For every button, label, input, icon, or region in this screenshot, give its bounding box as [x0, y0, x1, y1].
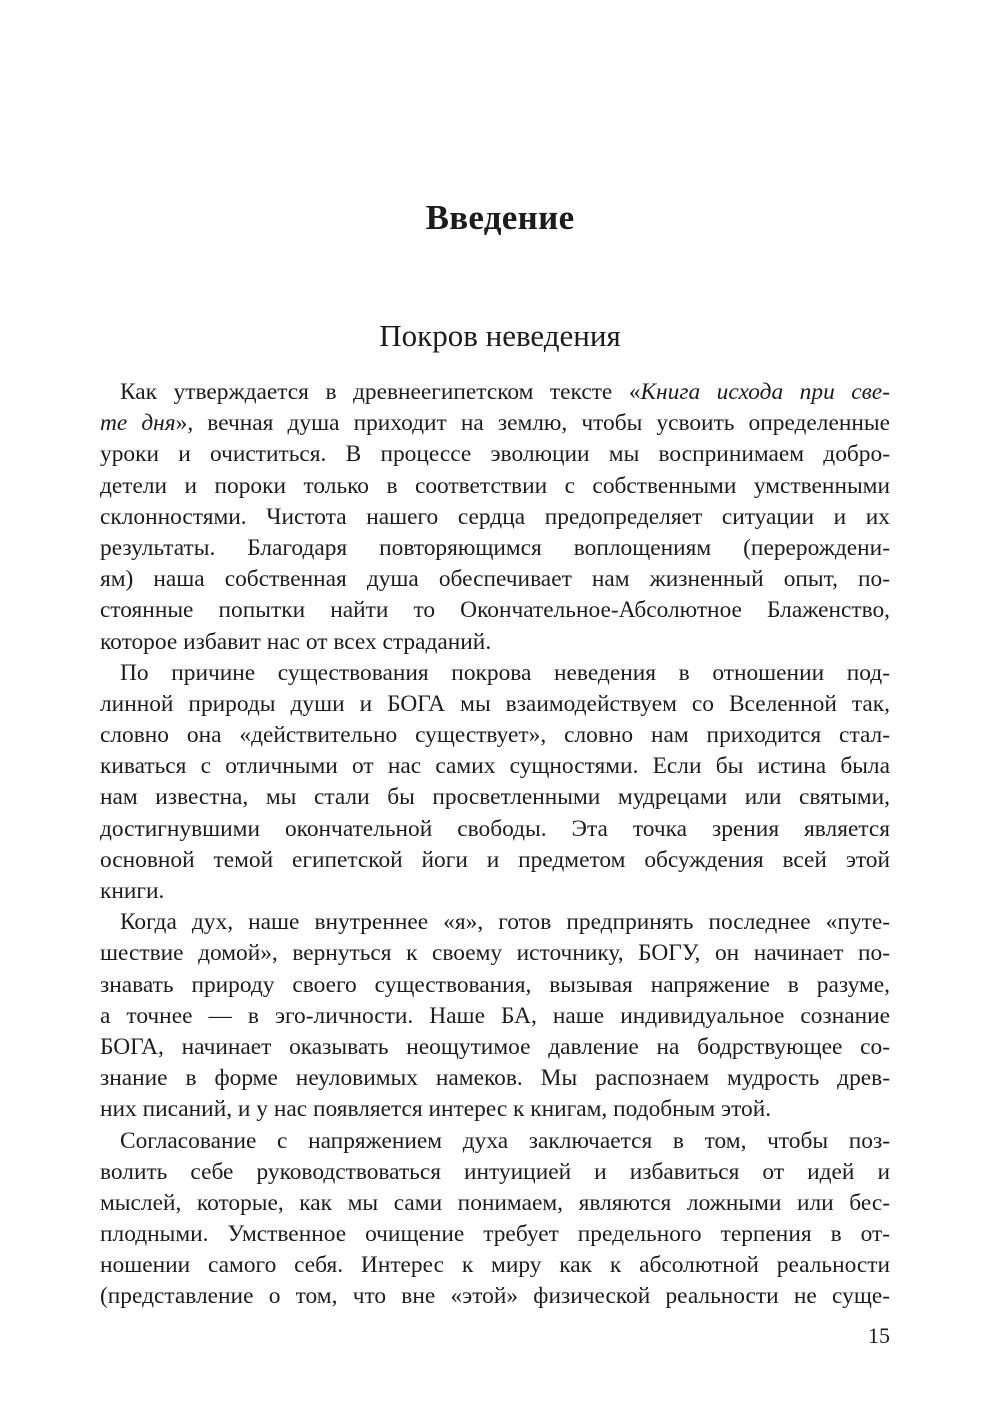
text-line: знавать природу своего существования, вызывая напряжение в разуме, [100, 971, 890, 998]
page-number: 15 [868, 1323, 890, 1348]
text-line: достигнувшими окончательной свободы. Эта точка зрения является [100, 815, 890, 842]
text-line: те дня», вечная душа приходит на землю, чтобы усвоить определенные [100, 410, 890, 437]
body-text [100, 377, 890, 1313]
text-line: ношении самого себя. Интерес к миру как к абсолютной реальности [100, 1252, 890, 1279]
text-line: которое избавит нас от всех страданий. [100, 628, 492, 655]
chapter-title: Введение [425, 198, 575, 237]
text-line: склонностями. Чистота нашего сердца предопределяет ситуации и их [100, 503, 890, 530]
text-line: Когда дух, наше внутреннее «я», готов предпринять последнее «путе- [120, 909, 890, 936]
text-line: линной природы души и БОГА мы взаимодействуем со Вселенной так, [100, 690, 890, 717]
paragraph-4 [100, 1126, 890, 1313]
text-line: основной темой египетской йоги и предметом обсуждения всей этой [100, 846, 890, 873]
text-line: словно она «действительно существует», словно нам приходится стал- [100, 722, 890, 749]
text-line: волить себе руководствоваться интуицией и избавиться от идей и [100, 1158, 890, 1185]
paragraph-1 [100, 377, 890, 658]
text-line: уроки и очиститься. В процессе эволюции мы воспринимаем добро- [100, 441, 890, 468]
text-line: знание в форме неуловимых намеков. Мы распознаем мудрость древ- [100, 1065, 890, 1092]
text-line: По причине существования покрова неведения в отношении под- [120, 659, 890, 686]
paragraph-3 [100, 907, 890, 1125]
paragraph-2 [100, 658, 890, 908]
text-line: стоянные попытки найти то Окончательное-Абсолютное Блаженство, [100, 597, 890, 624]
text-line: шествие домой», вернуться к своему источнику, БОГУ, он начинает по- [100, 940, 890, 967]
text-line: результаты. Благодаря повторяющимся воплощениям (перерождени- [100, 534, 890, 561]
text-line: нам известна, мы стали бы просветленными мудрецами или святыми, [100, 784, 890, 811]
text-line: ям) наша собственная душа обеспечивает нам жизненный опыт, по- [100, 566, 890, 593]
text-line: Как утверждается в древнеегипетском тексте «Книга исхода при све- [120, 379, 890, 405]
text-line: мыслей, которые, как мы сами понимаем, являются ложными или бес- [100, 1189, 890, 1216]
text-line: а точнее — в эго-личности. Наше БА, наше индивидуальное сознание [100, 1002, 890, 1029]
text-line: Согласование с напряжением духа заключается в том, чтобы поз- [120, 1127, 890, 1154]
text-line: книги. [100, 878, 165, 904]
text-line: них писаний, и у нас появляется интерес к книгам, подобным этой. [100, 1096, 772, 1123]
text-line: (представление о том, что вне «этой» физической реальности не суще- [100, 1283, 890, 1310]
text-line: киваться с отличными от нас самих сущностями. Если бы истина была [100, 753, 890, 780]
text-line: плодными. Умственное очищение требует предельного терпения в от- [100, 1221, 890, 1248]
text-line: БОГА, начинает оказывать неощутимое давление на бодрствующее со- [100, 1033, 890, 1060]
section-title: Покров неведения [379, 318, 621, 353]
text-line: детели и пороки только в соответствии с собственными умственными [100, 472, 890, 499]
